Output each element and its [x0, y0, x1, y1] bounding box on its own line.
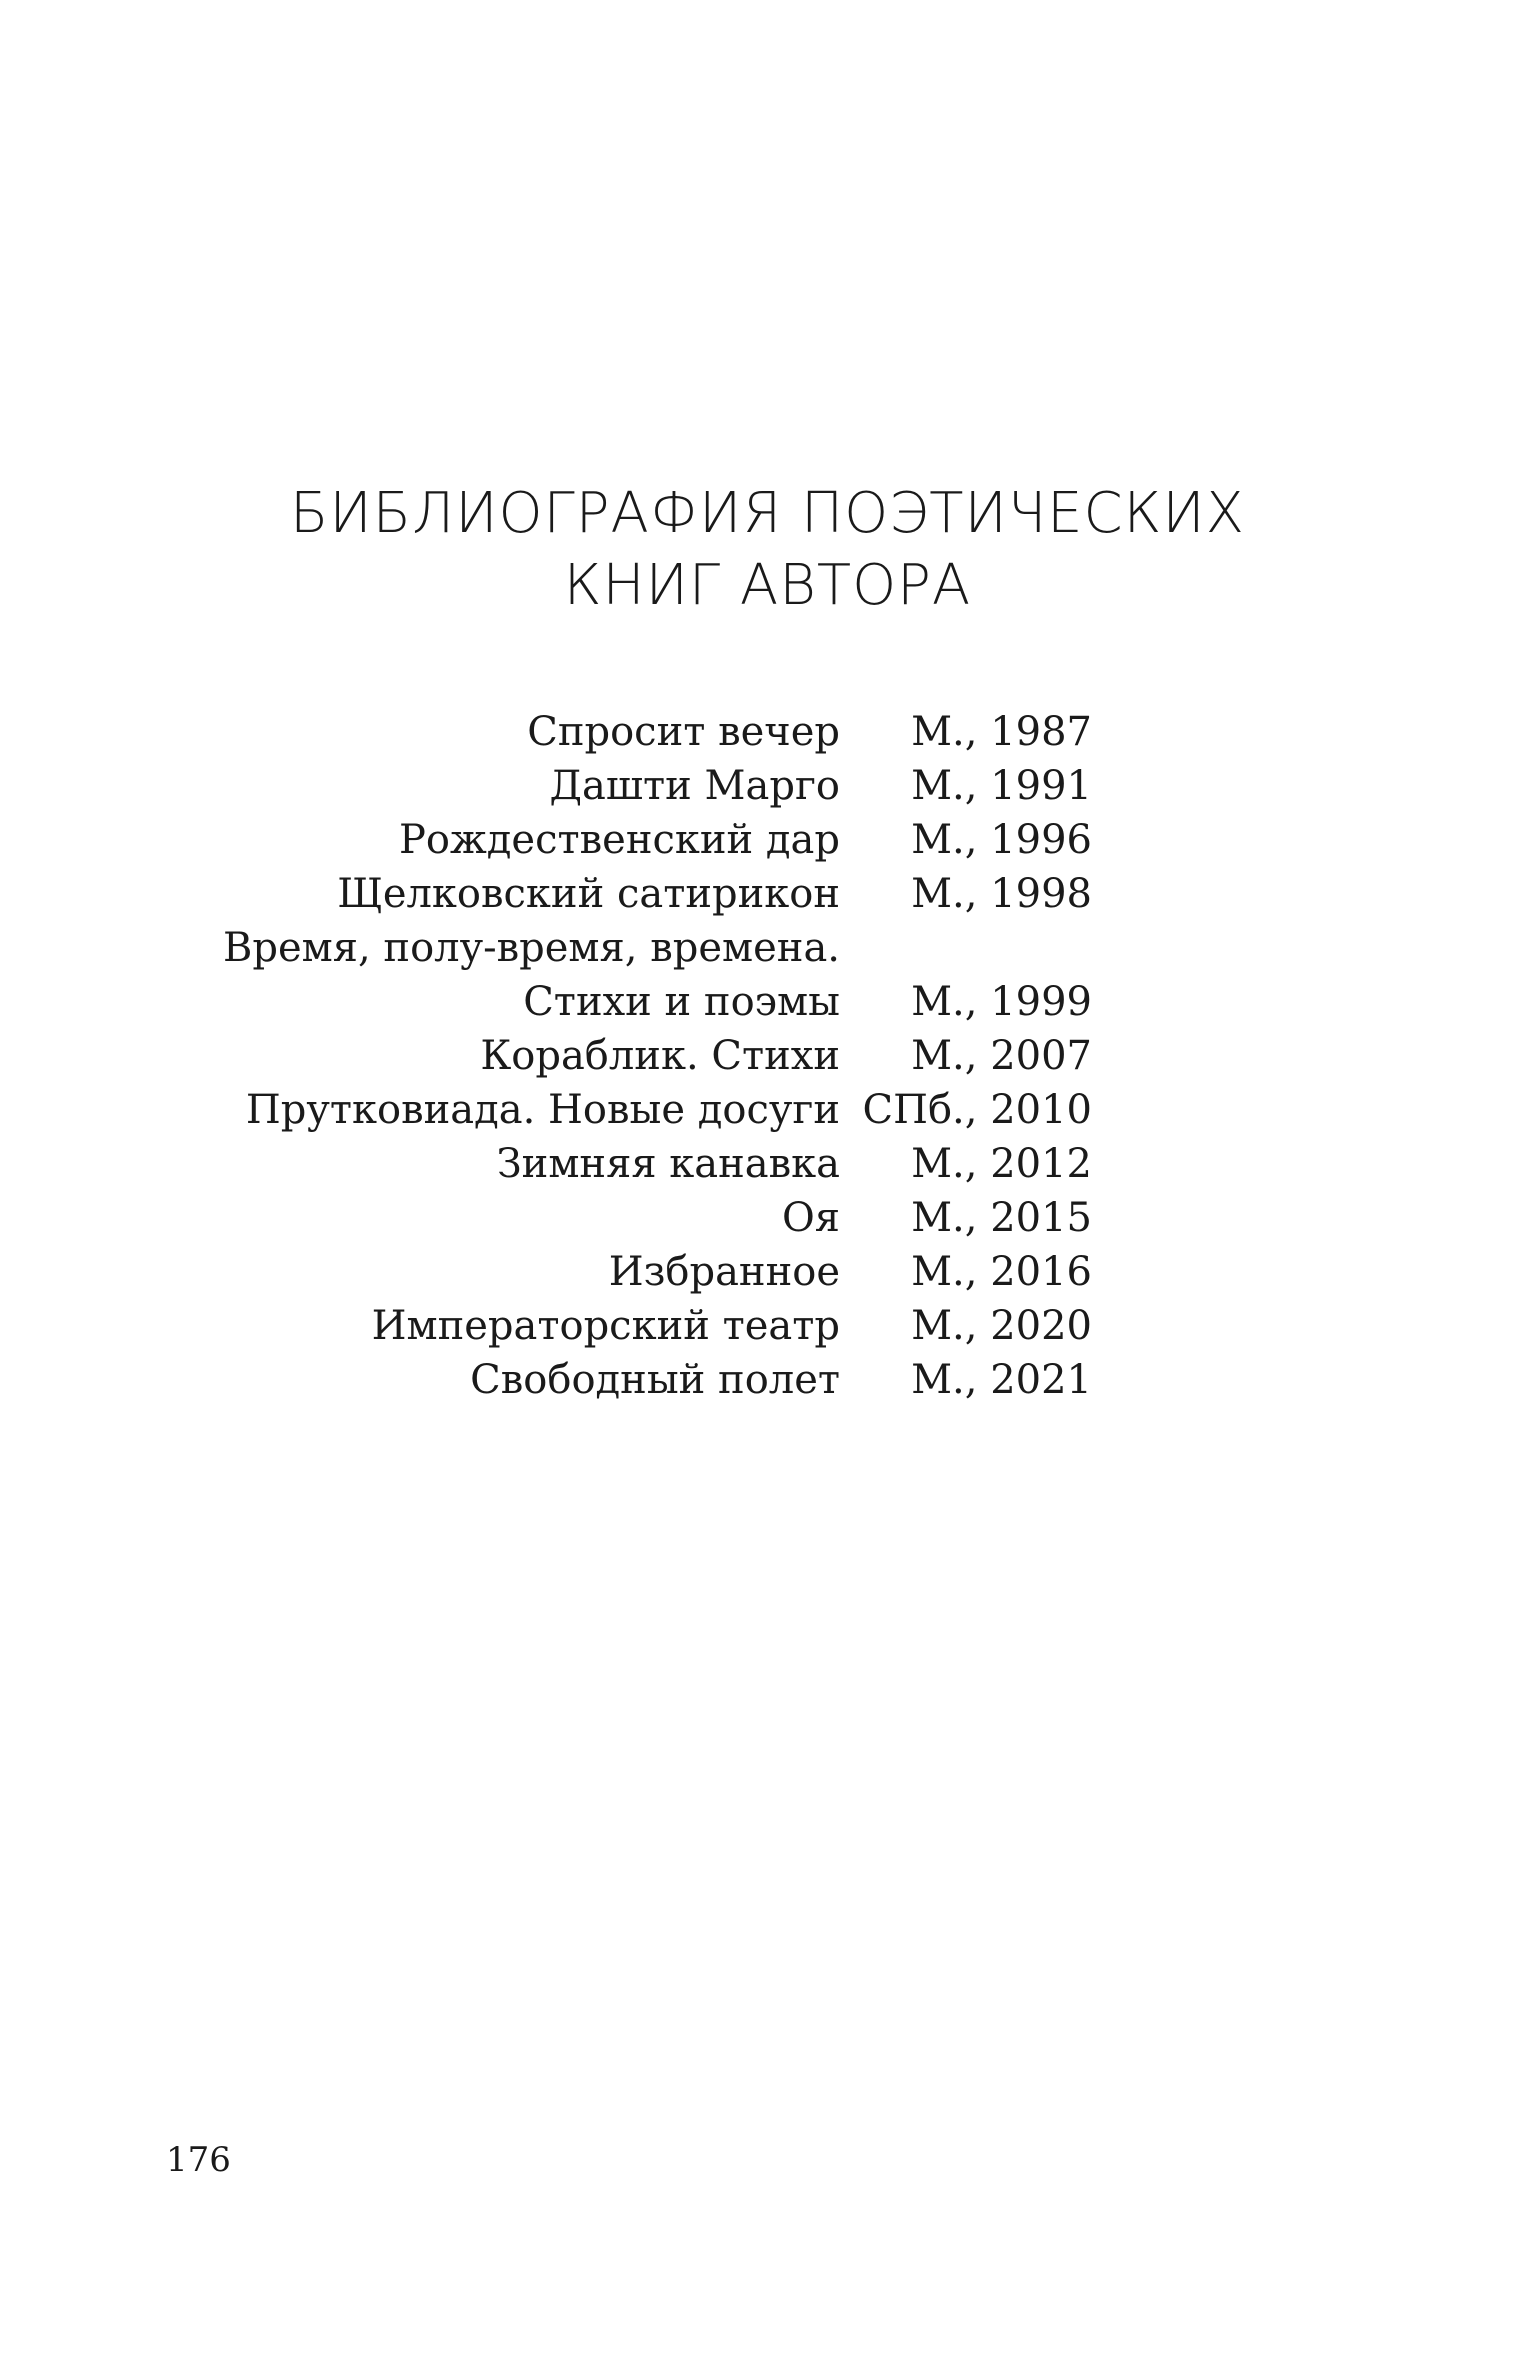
bibliography-entry [0, 1191, 1535, 1245]
book-title: Избранное [608, 1249, 840, 1295]
bibliography-entry [0, 1353, 1535, 1407]
bibliography-entry [0, 1137, 1535, 1191]
publication-place-year: М., 1999 [911, 979, 1092, 1025]
bibliography-entry [0, 867, 1535, 921]
publication-place-year: М., 2015 [911, 1195, 1092, 1241]
publication-place-year: М., 1998 [911, 871, 1092, 917]
book-title: Спросит вечер [527, 709, 840, 755]
heading-line-2: КНИГ АВТОРА [563, 553, 972, 618]
publication-place-year: М., 2007 [911, 1033, 1092, 1079]
bibliography-entry [0, 1299, 1535, 1353]
bibliography-entry [0, 1245, 1535, 1299]
heading-line-1: БИБЛИОГРАФИЯ ПОЭТИЧЕСКИХ [289, 481, 1246, 546]
book-title: Время, полу-время, времена. [222, 925, 840, 971]
book-title: Рождественский дар [399, 817, 840, 863]
book-title: Свободный полет [470, 1357, 840, 1403]
book-title: Кораблик. Стихи [480, 1033, 840, 1079]
book-title: Императорский театр [371, 1303, 840, 1349]
bibliography-entry [0, 975, 1535, 1029]
publication-place-year: М., 2016 [911, 1249, 1092, 1295]
bibliography-entry [0, 759, 1535, 813]
bibliography-entry [0, 705, 1535, 759]
book-title: Стихи и поэмы [523, 979, 840, 1025]
publication-place-year: М., 1991 [911, 763, 1092, 809]
page-heading [0, 478, 1535, 622]
book-title: Прутковиада. Новые досуги [245, 1087, 840, 1133]
bibliography-entry [0, 1029, 1535, 1083]
book-title: Дашти Марго [549, 763, 840, 809]
publication-place-year: М., 2021 [911, 1357, 1092, 1403]
bibliography-entry [0, 921, 1535, 975]
publication-place-year: М., 1996 [911, 817, 1092, 863]
page-number: 176 [166, 2140, 231, 2180]
bibliography-list [0, 705, 1535, 1407]
publication-place-year: М., 2020 [911, 1303, 1092, 1349]
book-title: Щелковский сатирикон [337, 871, 840, 917]
book-title: Зимняя канавка [496, 1141, 840, 1187]
bibliography-entry [0, 813, 1535, 867]
bibliography-entry [0, 1083, 1535, 1137]
publication-place-year: СПб., 2010 [862, 1087, 1092, 1133]
publication-place-year: М., 2012 [911, 1141, 1092, 1187]
publication-place-year: М., 1987 [911, 709, 1092, 755]
book-title: Оя [781, 1195, 840, 1241]
